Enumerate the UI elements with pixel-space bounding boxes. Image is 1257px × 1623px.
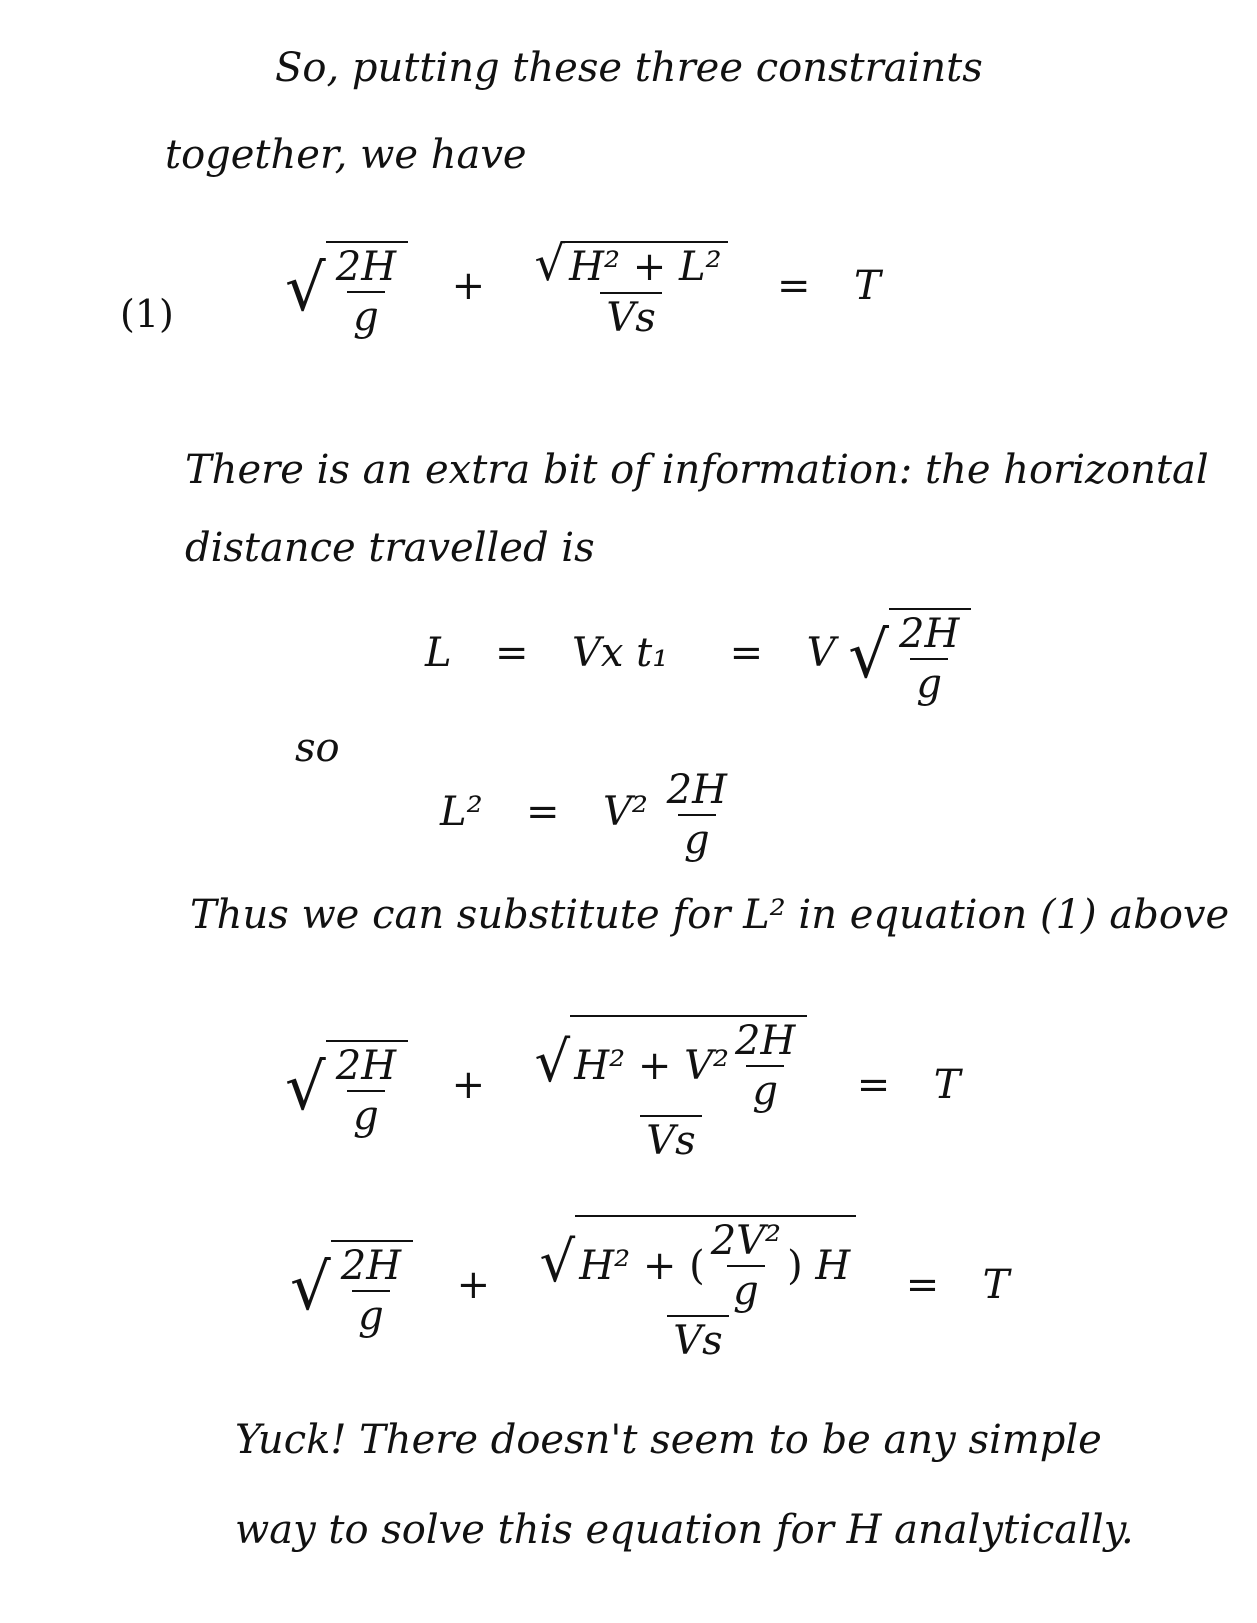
symbol-h: H bbox=[815, 1243, 851, 1289]
total-time-t: T bbox=[933, 1062, 961, 1108]
fraction-numerator: 2H bbox=[335, 244, 397, 290]
equation-1-label: (1) bbox=[120, 292, 174, 336]
equals-sign: = bbox=[729, 630, 764, 676]
equation-horizontal-distance bbox=[425, 608, 971, 707]
total-time-t: T bbox=[853, 263, 881, 309]
denominator-vs: Vs bbox=[600, 292, 661, 338]
fraction-numerator: 2H bbox=[666, 767, 727, 813]
equation-substituted bbox=[285, 1015, 961, 1164]
fraction-denominator: g bbox=[727, 1265, 765, 1311]
sqrt-2h-over-g: √ $\frac{2H}{g}$ bbox=[285, 1040, 408, 1136]
sqrt-2h-over-g: √ $\frac{2H}{g}$ bbox=[848, 608, 971, 704]
total-time-t: T bbox=[982, 1262, 1010, 1308]
conclusion-line-2: way to solve this equation for H analytically. bbox=[235, 1507, 1134, 1553]
fraction-numerator: 2H bbox=[340, 1243, 402, 1289]
equals-sign: = bbox=[905, 1262, 940, 1308]
sqrt-h2-l2-over-vs: √ H² + L² Vs bbox=[529, 240, 734, 338]
intro-line-2: together, we have bbox=[165, 132, 527, 178]
equation-l-squared bbox=[440, 767, 733, 863]
radicand-h2: H² + bbox=[579, 1243, 677, 1289]
v-squared: V² bbox=[603, 789, 648, 835]
fraction-denominator: g bbox=[678, 814, 716, 860]
substitute-note: Thus we can substitute for L² in equation (1) above bbox=[190, 892, 1230, 938]
fraction-denominator: g bbox=[352, 1290, 390, 1336]
intro-line-1: So, putting these three constraints bbox=[275, 45, 983, 91]
plus-sign: + bbox=[456, 1262, 491, 1308]
symbol-v: V bbox=[806, 630, 836, 676]
l-squared: L² bbox=[440, 789, 483, 835]
plus-sign: + bbox=[451, 263, 486, 309]
fraction-numerator: 2V² bbox=[710, 1218, 782, 1264]
equals-sign: = bbox=[856, 1062, 891, 1108]
radicand-h2-l2: H² + L² bbox=[565, 241, 727, 287]
equals-sign: = bbox=[495, 630, 529, 676]
denominator-vs: Vs bbox=[640, 1115, 701, 1161]
plus-sign: + bbox=[451, 1062, 486, 1108]
equation-1 bbox=[285, 236, 881, 341]
fraction-numerator: 2H bbox=[899, 611, 960, 657]
equals-sign: = bbox=[777, 263, 811, 309]
so-label: so bbox=[295, 725, 340, 771]
big-fraction-over-vs: √ H² + ( $\frac{\text{2V²}}{g}$ ) H Vs bbox=[534, 1215, 863, 1361]
fraction-denominator: g bbox=[347, 291, 385, 337]
fraction-numerator: 2H bbox=[335, 1043, 397, 1089]
fraction-denominator: g bbox=[347, 1090, 385, 1136]
radicand-h2-v2: H² + V² bbox=[574, 1043, 729, 1089]
conclusion-line-1: Yuck! There doesn't seem to be any simple bbox=[235, 1417, 1102, 1463]
vx-t1: Vx t₁ bbox=[571, 630, 669, 676]
fraction-numerator: 2H bbox=[735, 1018, 796, 1064]
denominator-vs: Vs bbox=[667, 1315, 728, 1361]
fraction-denominator: g bbox=[746, 1065, 784, 1111]
sqrt-2h-over-g: √ $\frac{2H}{g}$ bbox=[290, 1240, 413, 1336]
fraction-denominator: g bbox=[910, 658, 948, 704]
equation-simplified bbox=[290, 1215, 1010, 1364]
big-fraction-over-vs: √ H² + V² $\frac{2H}{g}$ Vs bbox=[529, 1015, 814, 1161]
symbol-l: L bbox=[425, 630, 452, 676]
sqrt-2h-over-g: √ $\frac{2H}{g}$ bbox=[285, 241, 408, 337]
equals-sign: = bbox=[526, 789, 560, 835]
extra-info-line-2: distance travelled is bbox=[185, 525, 595, 571]
extra-info-line-1: There is an extra bit of information: the horizontal bbox=[185, 447, 1209, 493]
